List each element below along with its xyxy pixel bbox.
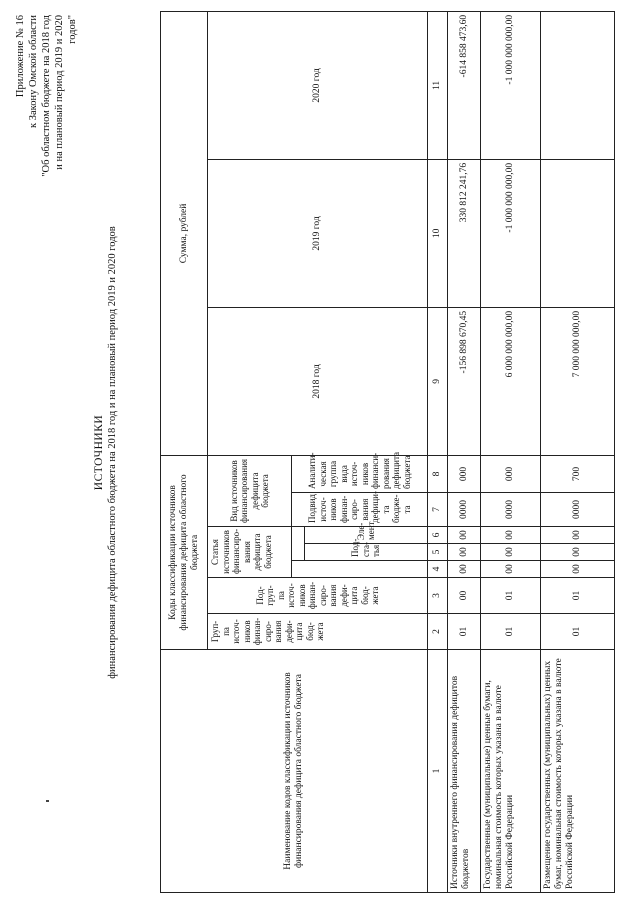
row-sum-2019: -1 000 000 000,00	[481, 159, 540, 307]
title-main: ИСТОЧНИКИ	[93, 414, 105, 491]
header-group: Груп-па источ-ников финан-сиро-вания дефи-цита бюд-жета	[208, 614, 428, 650]
annex-line-4: и на плановый период 2019 и 2020 годов"	[54, 15, 78, 170]
header-2020: 2020 год	[208, 11, 428, 159]
annex-line-1: Приложение № 16	[15, 15, 26, 98]
row-sum-2019: 330 812 241,76	[447, 159, 480, 307]
document-title	[92, 0, 119, 905]
col-num: 6	[428, 527, 448, 544]
row-code: 01	[481, 578, 540, 614]
table-row	[540, 11, 614, 892]
col-num: 1	[428, 650, 448, 893]
row-code: 0000	[447, 493, 480, 527]
row-sum-2019	[540, 159, 614, 307]
row-code: 00	[481, 561, 540, 578]
header-subkind: Подвид источ-ников финан-сиро-вания дефици-та бюдже-та	[292, 493, 428, 527]
row-code: 700	[540, 455, 614, 492]
header-article-blank	[292, 561, 428, 578]
row-code: 00	[447, 561, 480, 578]
row-code: 0000	[540, 493, 614, 527]
header-2019: 2019 год	[208, 159, 428, 307]
header-name: Наименование кодов классификации источников финансирования дефицита областного бюджета	[161, 650, 428, 893]
row-sum-2020: -1 000 000 000,00	[481, 11, 540, 159]
col-num: 3	[428, 578, 448, 614]
col-num: 7	[428, 493, 448, 527]
header-element: Эле-мент	[304, 527, 427, 544]
row-code: 00	[540, 561, 614, 578]
row-name: Государственные (муниципальные) ценные бумаги, номинальная стоимость которых указана в валюте Российской Федерации	[481, 650, 540, 893]
column-numbers-row	[428, 11, 448, 892]
row-code: 00	[481, 544, 540, 561]
row-code: 000	[481, 455, 540, 492]
row-sum-2018: 7 000 000 000,00	[540, 307, 614, 455]
row-code: 00	[481, 527, 540, 544]
title-subtitle: финансирования дефицита областного бюджета на 2018 год и на плановый период 2019 и 2020 годов	[107, 226, 118, 679]
col-num: 10	[428, 159, 448, 307]
table-row	[481, 11, 540, 892]
header-analytic: Аналити-ческая группа вида источ-ников финанси-рования дефицита бюджета	[292, 455, 428, 492]
header-subgroup: Под-груп-па источ-ников финан-сиро-вания дефи-цита бюд-жета	[208, 578, 428, 614]
annex-note	[14, 15, 79, 185]
header-codes-group: Коды классификации источников финансирования дефицита областного бюджета	[161, 455, 208, 649]
header-subarticle: Под-ста-тья	[304, 544, 427, 561]
row-code: 00	[447, 544, 480, 561]
row-code: 000	[447, 455, 480, 492]
row-code: 00	[540, 527, 614, 544]
row-sum-2020: -614 858 473,60	[447, 11, 480, 159]
row-code: 00	[447, 527, 480, 544]
col-num: 9	[428, 307, 448, 455]
annex-line-3: "Об областном бюджете на 2018 год	[41, 15, 52, 177]
col-num: 11	[428, 11, 448, 159]
row-sum-2020	[540, 11, 614, 159]
row-sum-2018: -156 898 670,45	[447, 307, 480, 455]
row-code: 00	[540, 544, 614, 561]
header-sum-group: Сумма, рублей	[161, 11, 208, 455]
row-code: 00	[447, 578, 480, 614]
header-kind: Вид источников финансирования дефицита бюджета	[208, 455, 292, 526]
col-num: 2	[428, 614, 448, 650]
row-sum-2018: 6 000 000 000,00	[481, 307, 540, 455]
row-name: Источники внутреннего финансирования дефицитов бюджетов	[447, 650, 480, 893]
row-code: 01	[481, 614, 540, 650]
header-2018: 2018 год	[208, 307, 428, 455]
row-code: 01	[447, 614, 480, 650]
col-num: 8	[428, 455, 448, 492]
row-code: 01	[540, 614, 614, 650]
row-code: 01	[540, 578, 614, 614]
header-article-spacer	[292, 527, 305, 561]
annex-line-2: к Закону Омской области	[28, 15, 39, 129]
col-num: 4	[428, 561, 448, 578]
scan-speck	[46, 800, 49, 802]
sources-table	[160, 11, 615, 893]
row-code: 0000	[481, 493, 540, 527]
col-num: 5	[428, 544, 448, 561]
header-article: Статья источников финансиро-вания дефицита бюджета	[208, 527, 292, 578]
table-row	[447, 11, 480, 892]
row-name: Размещение государственных (муниципальных) ценных бумаг, номинальная стоимость которых указана в валюте Российской Федерации	[540, 650, 614, 893]
